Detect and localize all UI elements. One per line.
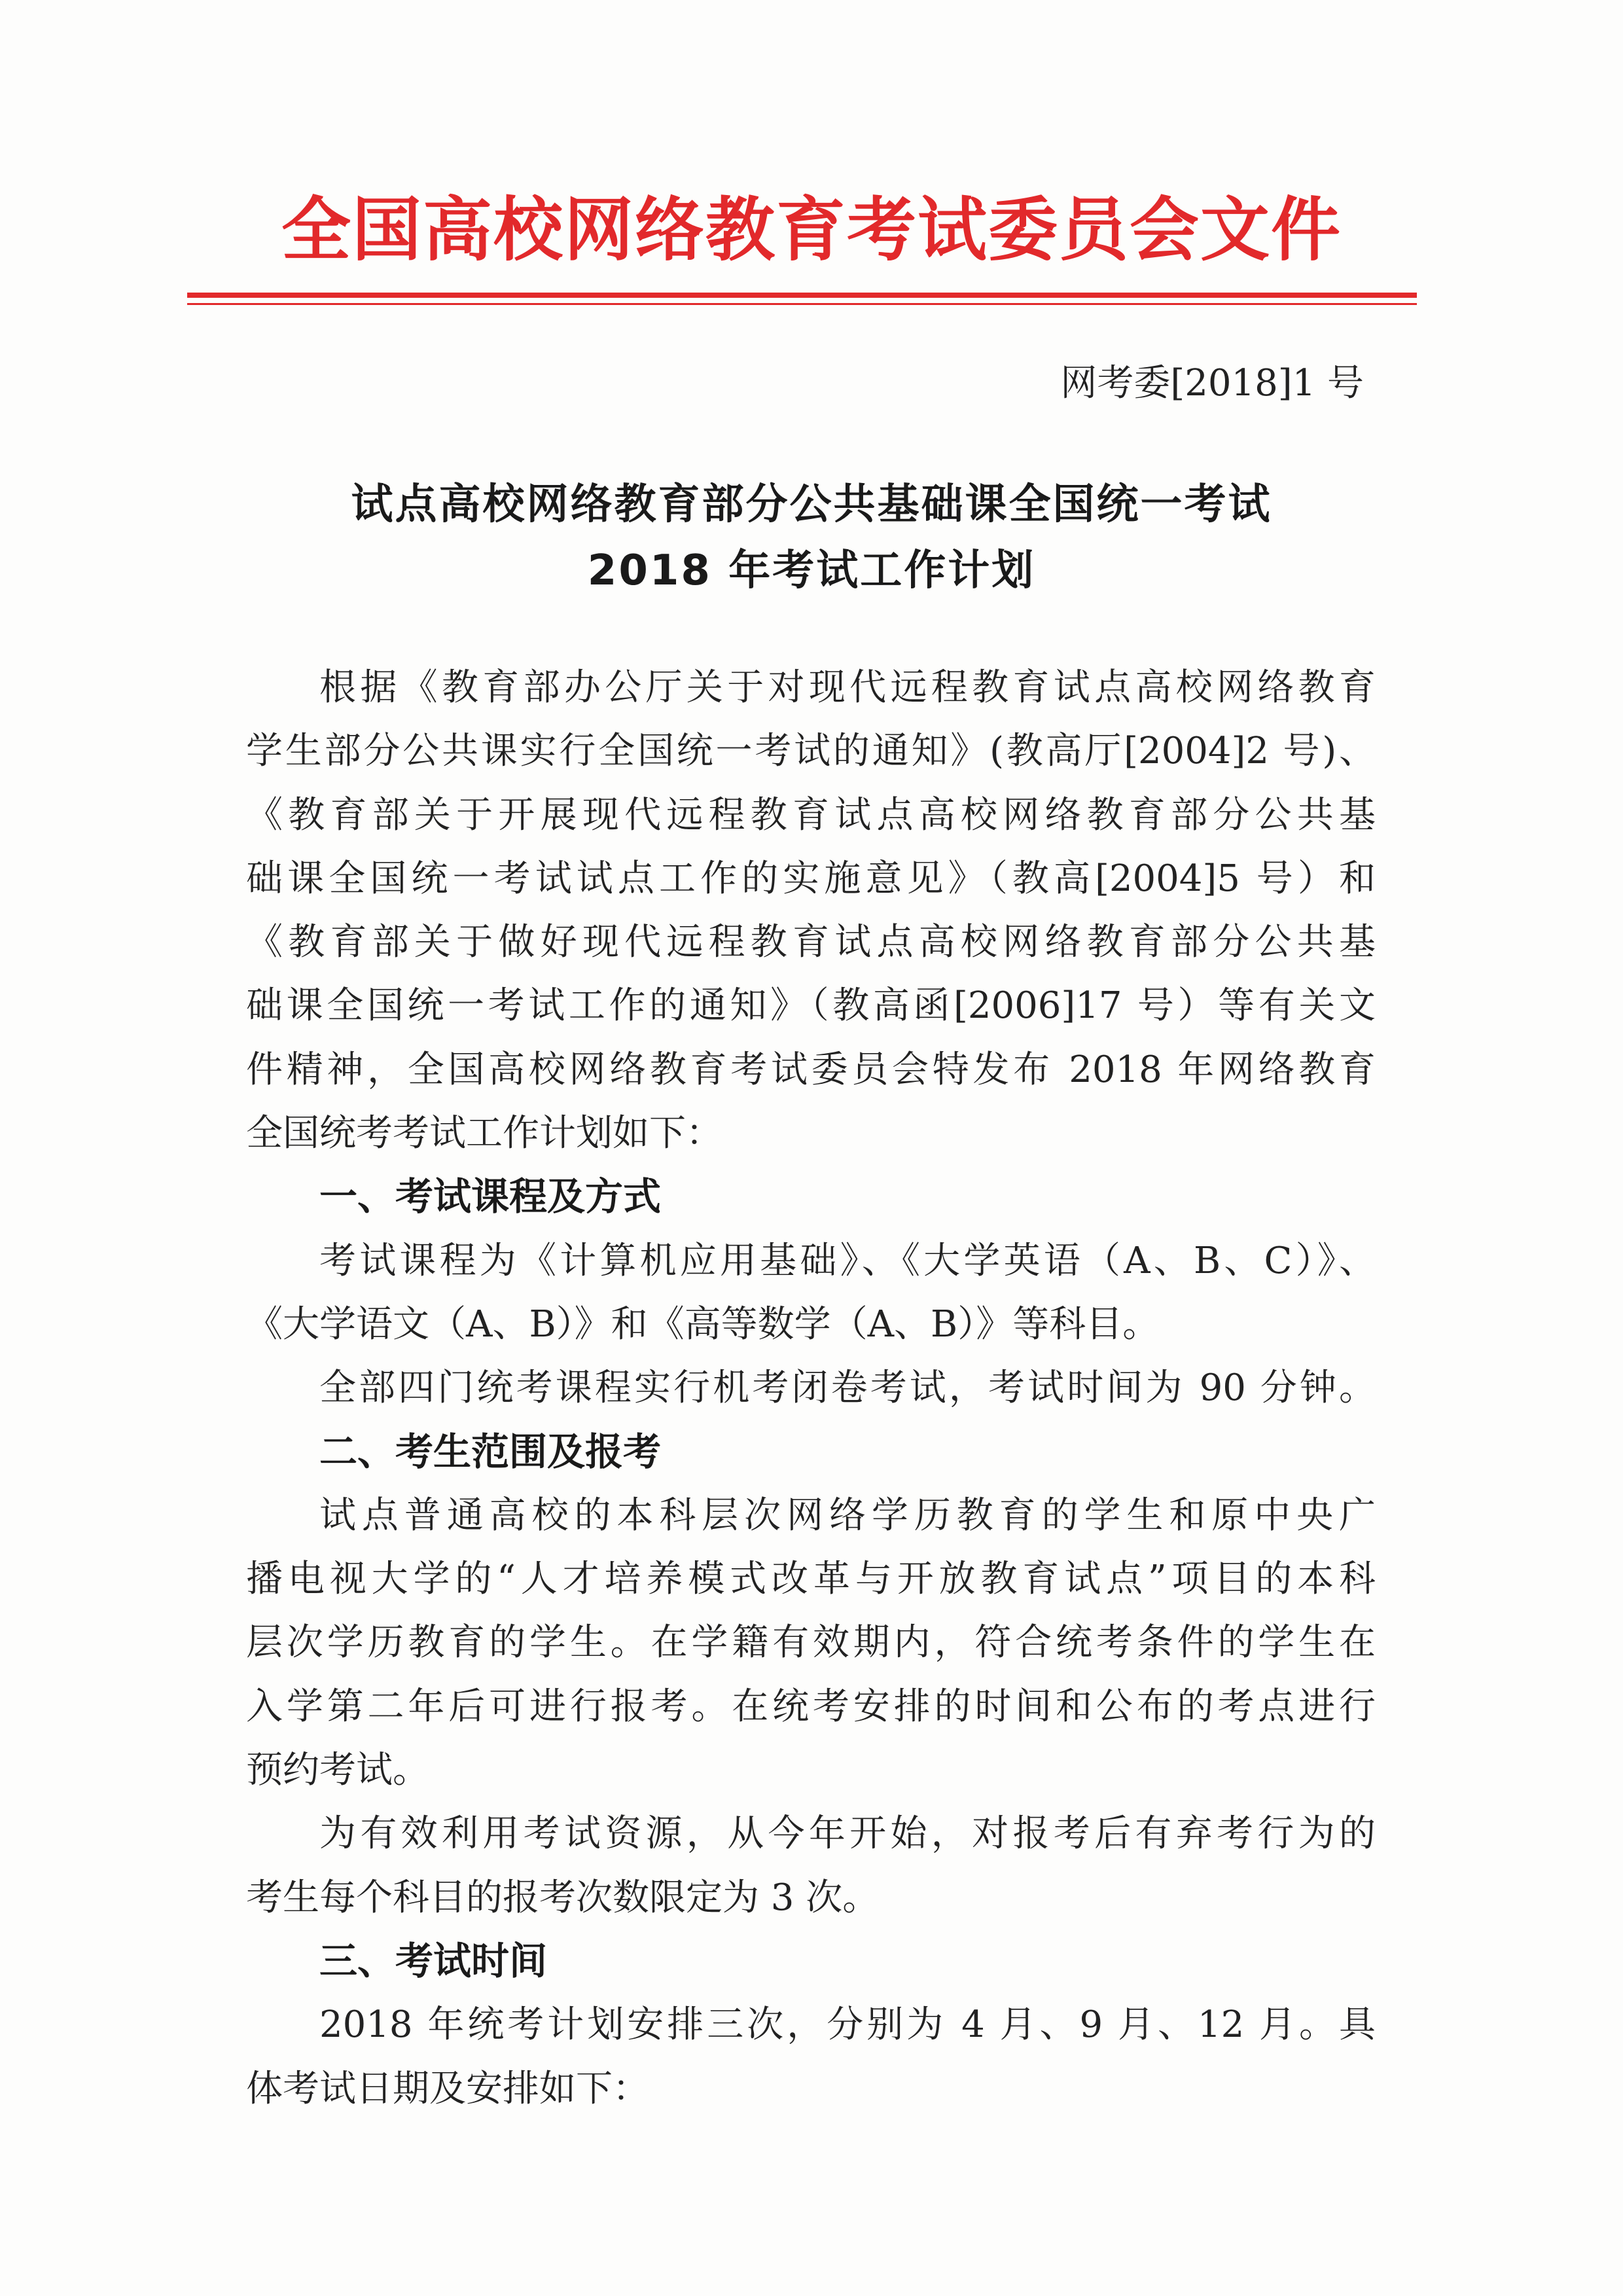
body-line: 考试课程为《计算机应用基础》、《大学英语（A、B、C）》、: [319, 1239, 1376, 1282]
body-line: 全部四门统考课程实行机考闭卷考试，考试时间为 90 分钟。: [319, 1367, 1376, 1410]
body-line: 试点普通高校的本科层次网络学历教育的学生和原中央广: [319, 1494, 1376, 1537]
body-line: 全国统考考试工作计划如下：: [246, 1112, 722, 1155]
document-body: [246, 656, 1376, 2121]
body-line: 入学第二年后可进行报考。在统考安排的时间和公布的考点进行: [246, 1685, 1376, 1728]
masthead-rule-thick: [187, 293, 1417, 298]
body-line: 播电视大学的“人才培养模式改革与开放教育试点”项目的本科: [246, 1558, 1376, 1601]
body-line: 预约考试。: [246, 1749, 429, 1792]
masthead-rule-thin: [187, 303, 1417, 305]
body-line: 《教育部关于做好现代远程教育试点高校网络教育部分公共基: [246, 921, 1376, 964]
document-title-line-2: 2018 年考试工作计划: [587, 547, 1036, 595]
section-heading: 二、考生范围及报考: [319, 1429, 662, 1474]
body-line: 学生部分公共课实行全国统一考试的通知》(教高厅[2004]2 号)、: [246, 730, 1376, 773]
body-line: 考生每个科目的报考次数限定为 3 次。: [246, 1876, 880, 1919]
body-line: 础课全国统一考试试点工作的实施意见》（教高[2004]5 号）和: [246, 857, 1376, 900]
body-line: 础课全国统一考试工作的通知》（教高函[2006]17 号）等有关文: [246, 984, 1376, 1028]
body-line: 《教育部关于开展现代远程教育试点高校网络教育部分公共基: [246, 793, 1376, 836]
document-number: 网考委[2018]1 号: [1060, 362, 1364, 404]
body-line: 根据《教育部办公厅关于对现代远程教育试点高校网络教育: [319, 666, 1376, 709]
body-line: 《大学语文（A、B）》和《高等数学（A、B）》等科目。: [246, 1302, 1160, 1346]
section-heading: 一、考试课程及方式: [319, 1174, 662, 1219]
body-line: 2018 年统考计划安排三次，分别为 4 月、9 月、12 月。具: [319, 2003, 1376, 2047]
body-line: 体考试日期及安排如下：: [246, 2067, 649, 2110]
body-line: 为有效利用考试资源，从今年开始，对报考后有弃考行为的: [319, 1812, 1376, 1856]
document-masthead: 全国高校网络教育考试委员会文件: [281, 190, 1342, 270]
body-line: 件精神，全国高校网络教育考试委员会特发布 2018 年网络教育: [246, 1048, 1376, 1091]
section-heading: 三、考试时间: [319, 1938, 548, 1983]
body-line: 层次学历教育的学生。在学籍有效期内，符合统考条件的学生在: [246, 1621, 1376, 1664]
document-title-line-1: 试点高校网络教育部分公共基础课全国统一考试: [351, 480, 1272, 529]
